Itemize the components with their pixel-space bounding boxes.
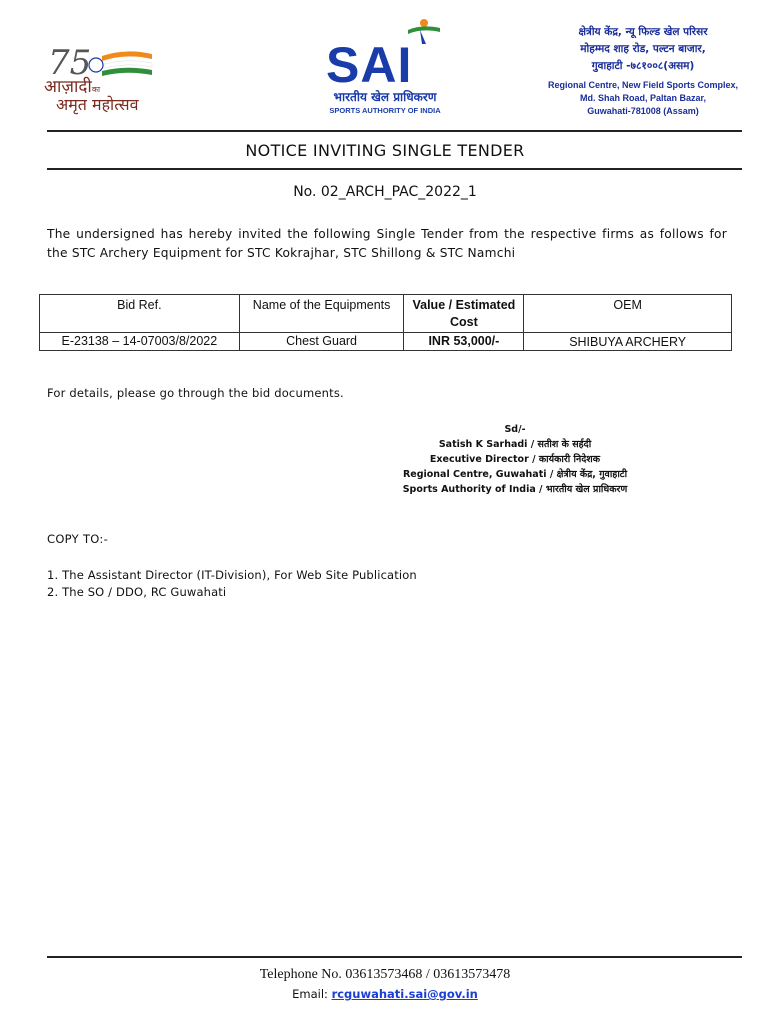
email-label: Email: <box>292 987 332 1001</box>
signatory-office: Regional Centre, Guwahati / क्षेत्रीय केंद्र, गुवाहाटी <box>402 469 628 480</box>
sai-wordmark: SAI <box>326 37 413 93</box>
tender-number: No. 02_ARCH_PAC_2022_1 <box>293 184 477 200</box>
address-hindi-line-3: गुवाहाटी -७८१००८(असम) <box>591 60 695 72</box>
address-hindi-line-2: मोहम्मद शाह रोड, पल्टन बाजार, <box>580 43 706 55</box>
notice-title: NOTICE INVITING SINGLE TENDER <box>245 141 525 160</box>
cell-value: INR 53,000/- <box>404 333 524 351</box>
signatory-name: Satish K Sarhadi / सतीश के सर्हदी <box>438 439 592 450</box>
list-item: 2. The SO / DDO, RC Guwahati <box>47 585 227 599</box>
office-address <box>530 24 756 118</box>
tender-table <box>39 294 732 351</box>
copy-to-list <box>47 567 417 601</box>
tender-table-header <box>40 295 732 333</box>
signature-block <box>390 422 640 497</box>
cell-oem: SHIBUYA ARCHERY <box>524 333 732 351</box>
akam-line1: आज़ादी <box>44 77 92 97</box>
header-equipment: Name of the Equipments <box>239 295 404 333</box>
footer-divider <box>47 956 742 958</box>
sai-logo <box>300 18 470 122</box>
address-hindi-line-1: क्षेत्रीय केंद्र, न्यू फिल्ड खेल परिसर <box>578 26 708 38</box>
header-value: Value / Estimated Cost <box>404 295 524 333</box>
signatory-organisation: Sports Authority of India / भारतीय खेल प्राधिकरण <box>402 484 628 495</box>
azadi-ka-amrit-mahotsav-logo <box>40 40 180 120</box>
notice-intro: The undersigned has hereby invited the following Single Tender from the respective firms as follows for the STC Archery Equipment for STC Kokrajhar, STC Shillong & STC Namchi <box>47 227 727 260</box>
sai-hindi-name: भारतीय खेल प्राधिकरण <box>333 90 437 104</box>
address-english-line-2: Md. Shah Road, Paltan Bazar, <box>579 93 707 103</box>
list-item: 1. The Assistant Director (IT-Division), For Web Site Publication <box>47 568 417 582</box>
copy-to-label: COPY TO:- <box>47 532 109 546</box>
address-english-line-1: Regional Centre, New Field Sports Complex, <box>547 80 739 90</box>
email-link[interactable]: rcguwahati.sai@gov.in <box>331 987 478 1001</box>
footer-email <box>0 987 770 1001</box>
cell-equipment: Chest Guard <box>239 333 404 351</box>
sai-english-name: SPORTS AUTHORITY OF INDIA <box>329 106 441 115</box>
header-oem: OEM <box>524 295 732 333</box>
address-english-line-3: Guwahati-781008 (Assam) <box>587 106 699 116</box>
signature-sd: Sd/- <box>504 424 526 435</box>
cell-bid-ref: E-23138 – 14-07003/8/2022 <box>40 333 240 351</box>
signatory-designation: Executive Director / कार्यकारी निदेशक <box>429 454 601 465</box>
address-english <box>530 79 756 118</box>
akam-number: 75 <box>48 43 92 80</box>
akam-line2: अमृत महोत्सव <box>56 95 139 114</box>
header-bid-ref: Bid Ref. <box>40 295 240 333</box>
footer-telephone: Telephone No. 03613573468 / 03613573478 <box>259 967 511 982</box>
header-divider-top <box>47 130 742 132</box>
akam-line1-small: का <box>91 85 101 94</box>
header-divider-bottom <box>47 168 742 170</box>
table-row <box>40 333 732 351</box>
details-note: For details, please go through the bid documents. <box>47 386 344 400</box>
